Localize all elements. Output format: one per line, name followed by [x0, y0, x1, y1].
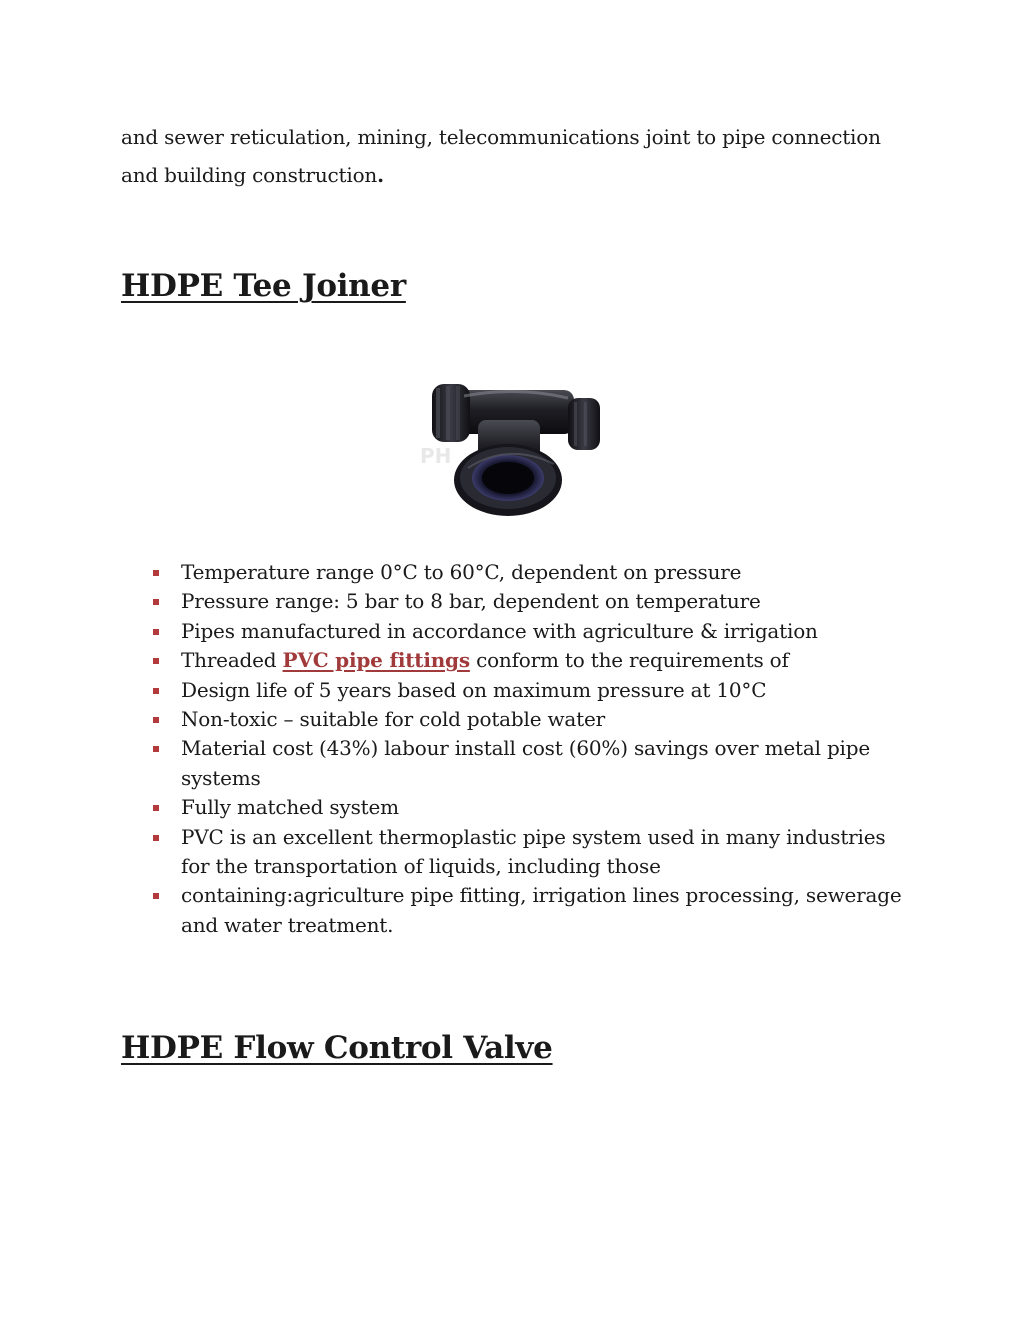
section-heading-flow-control-valve: HDPE Flow Control Valve: [121, 1030, 553, 1066]
intro-end-mark: .: [377, 163, 384, 187]
list-item: [150, 617, 910, 646]
bullet-icon: [153, 805, 159, 811]
list-item: [150, 587, 910, 616]
list-item: [150, 823, 910, 882]
list-item-text: Material cost (43%) labour install cost (60%) savings over metal pipe systems: [181, 736, 870, 790]
list-item-text-before: Threaded: [181, 648, 283, 673]
bullet-icon: [153, 570, 159, 576]
list-item-text: Pressure range: 5 bar to 8 bar, dependent on temperature: [181, 589, 761, 614]
list-item: [150, 558, 910, 587]
svg-text:PH: PH: [420, 444, 452, 468]
list-item-text: Fully matched system: [181, 795, 399, 820]
bullet-icon: [153, 717, 159, 723]
list-item-text: Pipes manufactured in accordance with agriculture & irrigation: [181, 618, 818, 643]
section-heading-tee-joiner: HDPE Tee Joiner: [121, 268, 406, 304]
list-item: [150, 881, 910, 940]
bullet-icon: [153, 658, 159, 664]
list-item-text: containing:agriculture pipe fitting, irrigation lines processing, sewerage and water treatment.: [181, 883, 902, 937]
list-item: [150, 676, 910, 705]
bullet-icon: [153, 746, 159, 752]
list-item: [150, 646, 910, 675]
list-item: [150, 734, 910, 793]
pvc-pipe-fittings-link[interactable]: PVC pipe fittings: [282, 648, 470, 673]
list-item: [150, 793, 910, 822]
list-item-text: Design life of 5 years based on maximum pressure at 10°C: [181, 677, 767, 702]
bullet-icon: [153, 599, 159, 605]
list-item-text-after: conform to the requirements of: [469, 648, 789, 673]
list-item-text: Temperature range 0°C to 60°C, dependent on pressure: [181, 560, 742, 584]
bullet-icon: [153, 688, 159, 694]
bullet-icon: [153, 629, 159, 635]
hdpe-tee-fitting-icon: [408, 368, 618, 528]
features-list: [150, 558, 910, 940]
intro-text: and sewer reticulation, mining, telecommunications joint to pipe connection and building construction: [121, 125, 881, 187]
bullet-icon: [153, 835, 159, 841]
list-item-text: Non-toxic – suitable for cold potable water: [181, 707, 605, 732]
list-item: [150, 705, 910, 734]
list-item-text: PVC is an excellent thermoplastic pipe system used in many industries for the transportation of liquids, including those: [181, 824, 886, 879]
bullet-icon: [153, 893, 159, 899]
intro-paragraph: [121, 118, 901, 194]
